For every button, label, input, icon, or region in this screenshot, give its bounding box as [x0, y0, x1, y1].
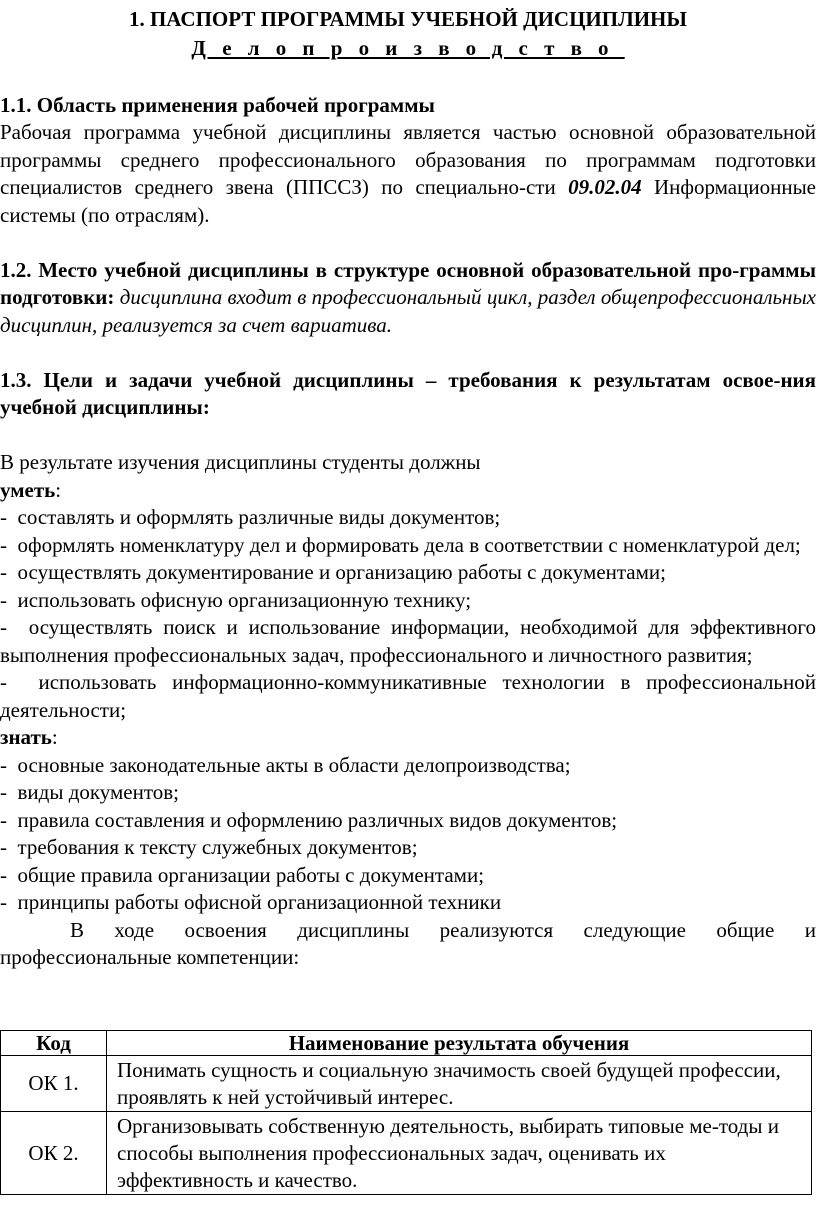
- table-row: [1, 1112, 812, 1195]
- section-1-2: [0, 257, 816, 340]
- list-item: - основные законодательные акты в области делопроизводства;: [0, 752, 571, 777]
- column-header-code: Код: [1, 1031, 107, 1056]
- can-label-line: уметь:: [0, 477, 62, 502]
- competence-intro: В ходе освоения дисциплины реализуются следующие общие и профессиональные компетенции:: [0, 917, 816, 969]
- list-item: - использовать офисную организационную технику;: [0, 587, 472, 612]
- section-1-1-heading: 1.1. Область применения рабочей программы: [0, 92, 435, 117]
- competence-description: Организовывать собственную деятельность, выбирать типовые ме-тоды и способы выполнения профессиональных задач, оценивать их эффективность и качество.: [107, 1112, 812, 1195]
- section-1-3-heading: 1.3. Цели и задачи учебной дисциплины – требования к результатам освое-ния учебной дисциплины:: [0, 367, 816, 419]
- list-item: - составлять и оформлять различные виды документов;: [0, 505, 501, 529]
- section-1-2-text: дисциплина входит в профессиональный цикл, раздел общепрофессиональных дисциплин, реализуется за счет вариатива.: [0, 285, 816, 337]
- table-row: [1, 1056, 812, 1112]
- specialty-code: 09.02.04: [568, 175, 642, 199]
- list-item: - использовать информационно-коммуникативные технологии в профессиональной деятельности;: [0, 670, 816, 722]
- intro-text: В результате изучения дисциплины студенты должны: [0, 450, 481, 474]
- can-label: уметь: [0, 477, 56, 502]
- list-item: - общие правила организации работы с документами;: [0, 862, 485, 887]
- page-title: 1. ПАСПОРТ ПРОГРАММЫ УЧЕБНОЙ ДИСЦИПЛИНЫ: [128, 7, 688, 31]
- list-item: - осуществлять документирование и организацию работы с документами;: [0, 560, 666, 584]
- list-item: - принципы работы офисной организационной техники: [0, 890, 502, 914]
- section-1-1-text-a: Рабочая программа учебной дисциплины является частью основной образовательной программы среднего профессионального образования по программам подготовки специалистов среднего звена (ППССЗ) по специально-сти: [0, 120, 816, 199]
- section-1-1-text-b: Информационные системы (по отраслям).: [0, 175, 816, 227]
- section-1-2-heading: 1.2. Место учебной дисциплины в структуре основной образовательной про-граммы подготовки:: [0, 257, 816, 309]
- know-label-line: знать:: [0, 725, 58, 749]
- list-item: - осуществлять поиск и использование информации, необходимой для эффективного выполнения профессиональных задач, профессионального и личностного развития;: [0, 615, 816, 667]
- competence-code: ОК 1.: [1, 1056, 107, 1112]
- list-item: - требования к тексту служебных документов;: [0, 835, 418, 859]
- know-label: знать: [0, 725, 52, 749]
- competence-description: Понимать сущность и социальную значимость своей будущей профессии, проявлять к ней устойчивый интерес.: [107, 1056, 812, 1112]
- competence-code: ОК 2.: [1, 1112, 107, 1195]
- list-item: - оформлять номенклатуру дел и формировать дела в соответствии с номенклатурой дел;: [0, 532, 801, 557]
- table-header-row: [1, 1031, 812, 1056]
- list-item: - виды документов;: [0, 780, 180, 804]
- competence-table: [0, 1030, 812, 1195]
- list-item: - правила составления и оформлению различных видов документов;: [0, 807, 618, 832]
- discipline-subtitle: Делопроизводство: [191, 36, 625, 60]
- section-1-1-text: [0, 119, 816, 229]
- column-header-result: Наименование результата обучения: [107, 1031, 812, 1056]
